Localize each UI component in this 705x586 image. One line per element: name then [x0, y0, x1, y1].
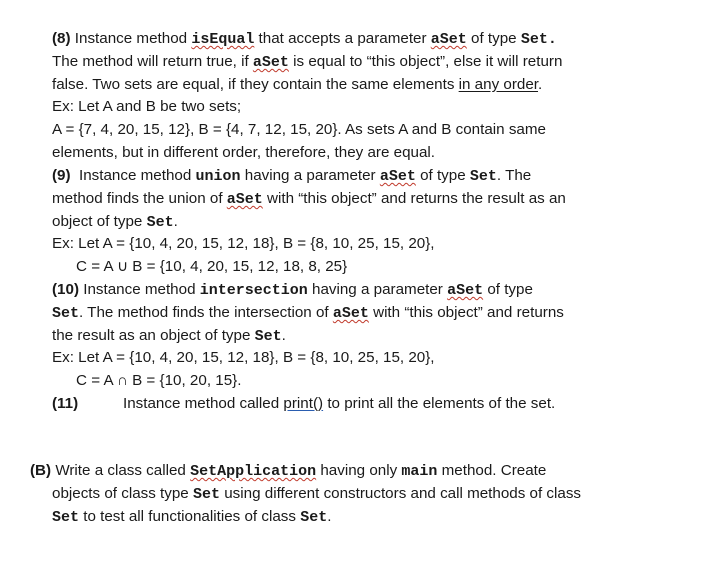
- item-8-line-4: Ex: Let A and B be two sets;: [52, 98, 242, 116]
- set-code: Set: [146, 213, 174, 231]
- item-9-line-1: (9) Instance method union having a parameter aSet of type Set. The: [52, 167, 532, 185]
- in-any-order-text: in any order: [458, 75, 539, 93]
- item-10-line-1: (10) Instance method intersection having a parameter aSet of type: [52, 281, 533, 299]
- item-9: [52, 165, 692, 279]
- aset-code: aSet: [226, 190, 263, 208]
- item-11-number: (11): [52, 395, 79, 412]
- aset-code: aSet: [252, 53, 289, 71]
- item-8-line-1: (8) Instance method isEqual that accepts a parameter aSet of type Set.: [52, 30, 557, 48]
- item-8-line-6: elements, but in different order, therefore, they are equal.: [52, 143, 436, 161]
- part-b-line-2: objects of class type Set using different constructors and call methods of class: [52, 484, 582, 503]
- item-9-line-3: object of type Set.: [52, 212, 178, 231]
- item-8-line-5: A = {7, 4, 20, 15, 12}, B = {4, 7, 12, 15, 20}. As sets A and B contain same: [52, 121, 546, 139]
- part-b-line-1: (B) Write a class called SetApplication having only main method. Create: [30, 462, 547, 480]
- item-10-line-2: Set. The method finds the intersection of aSet with “this object” and returns: [52, 303, 564, 322]
- aset-code: aSet: [332, 304, 369, 322]
- item-10-number: (10): [52, 281, 80, 298]
- item-10-line-4: Ex: Let A = {10, 4, 20, 15, 12, 18}, B = {8, 10, 25, 15, 20},: [52, 349, 435, 367]
- item-9-line-5: C = A ∪ B = {10, 4, 20, 15, 12, 18, 8, 25}: [76, 258, 348, 276]
- set-code: Set.: [520, 31, 557, 48]
- union-code: union: [195, 168, 241, 185]
- part-b: [30, 460, 690, 528]
- set-code: Set: [300, 508, 328, 526]
- set-code: Set: [254, 327, 282, 345]
- item-8-line-2: The method will return true, if aSet is equal to “this object”, else it will return: [52, 52, 563, 71]
- item-10-line-3: the result as an object of type Set.: [52, 326, 286, 345]
- item-8: [52, 28, 692, 165]
- item-9-line-4: Ex: Let A = {10, 4, 20, 15, 12, 18}, B = {8, 10, 25, 15, 20},: [52, 235, 435, 253]
- aset-code: aSet: [430, 31, 467, 48]
- set-code: Set: [52, 304, 80, 322]
- set-code: Set: [192, 485, 220, 503]
- main-code: main: [401, 463, 438, 480]
- item-8-line-3: false. Two sets are equal, if they contain the same elements in any order.: [52, 75, 543, 93]
- item-9-number: (9): [52, 167, 71, 184]
- aset-code: aSet: [447, 282, 484, 299]
- item-11-line-1: (11) Instance method called print() to print all the elements of the set.: [52, 393, 692, 416]
- set-code: Set: [469, 168, 497, 185]
- isequal-code: isEqual: [191, 31, 255, 48]
- item-9-line-2: method finds the union of aSet with “this object” and returns the result as an: [52, 189, 566, 208]
- set-code: Set: [52, 508, 80, 526]
- item-10-line-5: C = A ∩ B = {10, 20, 15}.: [76, 372, 242, 390]
- part-b-line-3: Set to test all functionalities of class Set.: [52, 507, 332, 526]
- aset-code: aSet: [379, 168, 416, 185]
- item-8-number: (8): [52, 30, 71, 47]
- item-11: [52, 393, 692, 416]
- intersection-code: intersection: [199, 282, 308, 299]
- setapplication-code: SetApplication: [190, 463, 317, 480]
- print-method-text: print(): [283, 395, 324, 412]
- part-b-label: (B): [30, 462, 52, 479]
- item-10: [52, 279, 692, 393]
